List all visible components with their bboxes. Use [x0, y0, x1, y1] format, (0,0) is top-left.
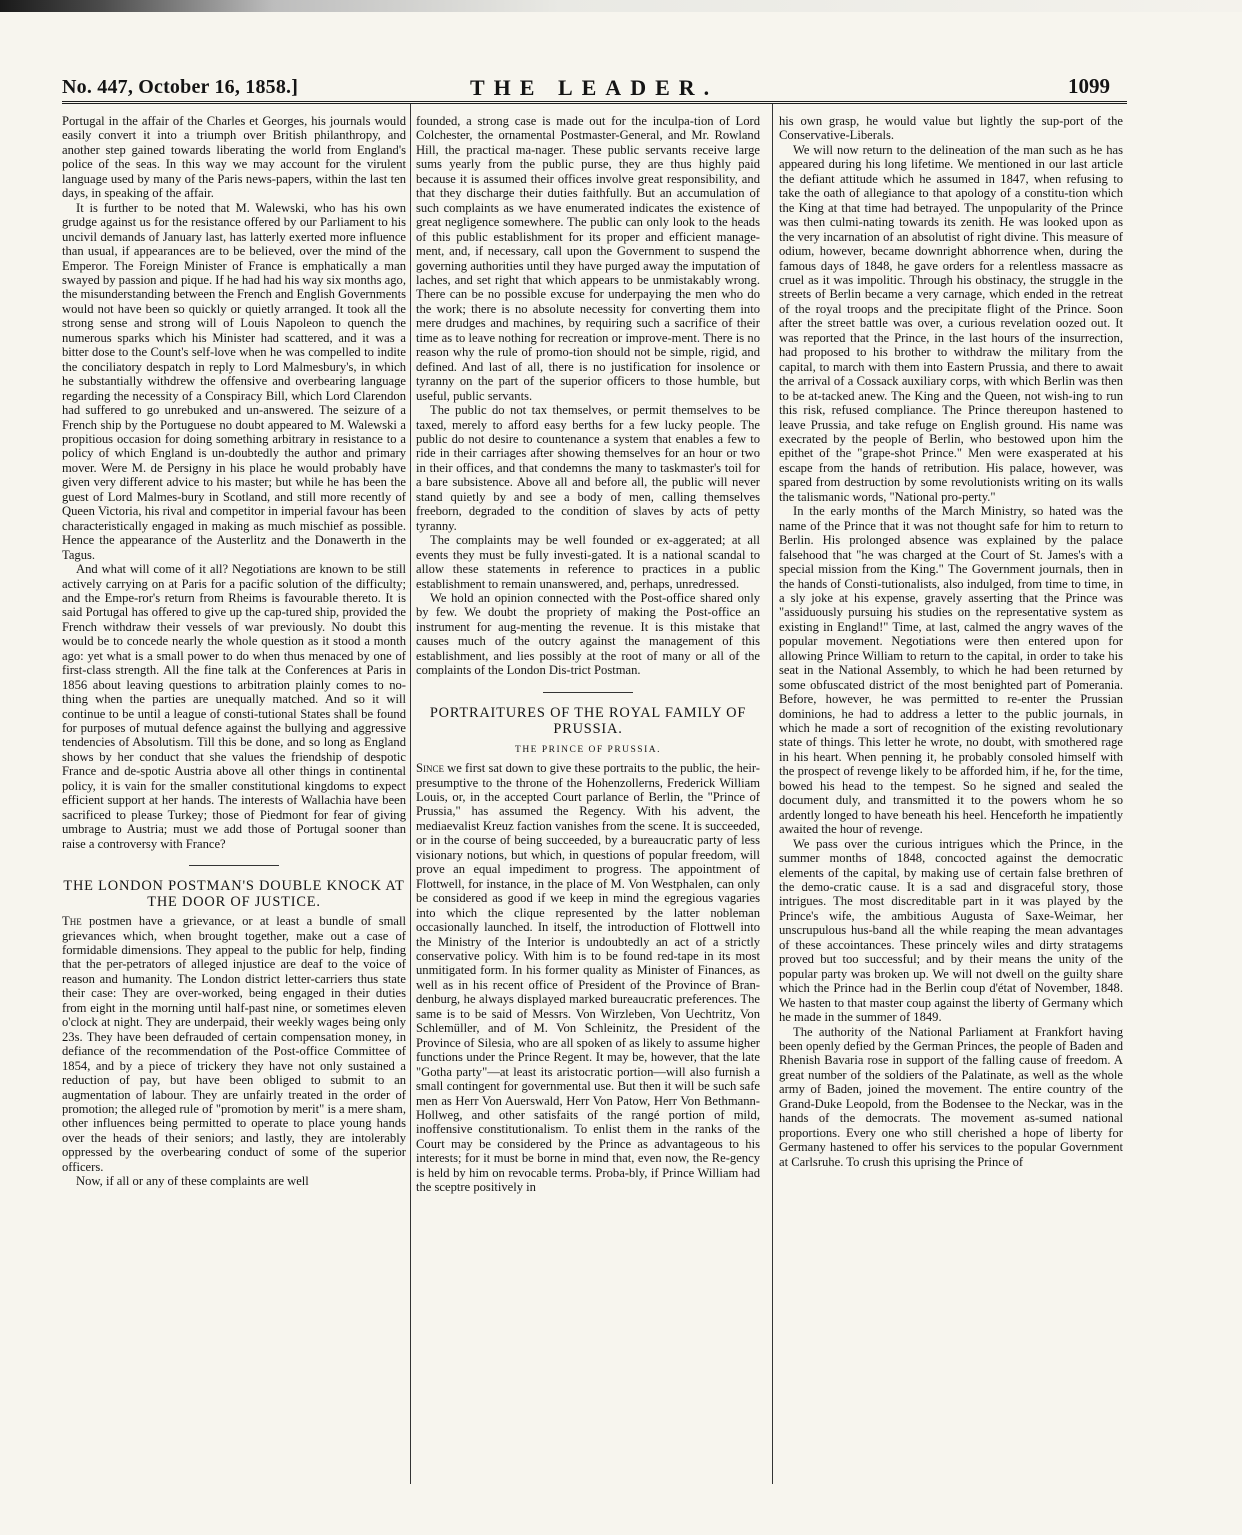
paragraph-text: we first sat down to give these portraits to the public, the heir-presumptive to the throne of the Hohenzollerns, Frederick William Louis, or, in the accepted Court parlance of Berlin, the "Prince of Prussia," has assumed the Regency. With his advent, the mediaevalist Kreuz faction vanishes from the scene. It is succeeded, or in the course of being succeeded, by a bureaucratic party of less visionary notions, but which, in questions of popular freedom, will prove an equal impediment to progress. The appointment of Flottwell, for instance, in the place of M. Von Westphalen, can only be considered as good if we keep in mind the egregious vagaries into which the clique represented by the latter nobleman occasionally launched. In itself, the introduction of Flottwell into the Ministry of the Interior is undoubtedly an act of a strictly conservative policy. With him is to be found red-tape in its most unmitigated form. In his former quality as Minister of Finances, as well as in his recent office of President of the Province of Bran-denburg, he always displayed marked bureaucratic preferences. The same is to be said of Messrs. Von Wirzleben, Von Uechtritz, Von Schlemüller, and of M. Von Schleinitz, the President of the Province of Silesia, who are all spoken of as likely to assume higher functions under the Prince Regent. It may be, however, that the late "Gotha party"—at least its aristocratic portion—will also furnish a small contingent for governmental use. But then it will be such safe men as Herr Von Auerswald, Herr Von Patow, Herr Von Bethmann-Hollweg, and other satisfaits of the rangé portion of mild, inoffensive constitutionalism. To enlist them in the ranks of the Court may be considered by the Prince as advantageous to his interests; for it must be borne in mind that, even now, the Re-gency is held by him on revocable terms. Proba-bly, if Prince William had the sceptre positively in [416, 761, 760, 1195]
paragraph: The authority of the National Parliament at Frankfort having been openly defied by the German Princes, the people of Baden and Rhenish Bavaria rose in support of the falling cause of freedom. A great number of the soldiers of the Palatinate, as well as the whole army of Baden, joined the movement. The entire country of the Grand-Duke Leopold, from the Bodensee to the Neckar, was in the hands of the democrats. The movement as-sumed national proportions. Every one who still cherished a hope of liberty for Germany hastened to offer his services to the popular Government at Carlsruhe. To crush this uprising the Prince of [779, 1024, 1123, 1169]
lead-word: The [62, 914, 82, 929]
column-3 [779, 114, 1123, 1169]
page-number: 1099 [1068, 74, 1110, 98]
paragraph: We pass over the curious intrigues which the Prince, in the summer months of 1848, concocted against the democratic elements of the capital, by making use of certain false brethren of the demo-cratic cause. It is a sad and disgraceful story, those intrigues. The most discreditable part in it was played by the Prince's wife, the ambitious Augusta of Saxe-Weimar, her unscrupulous hus-band all the while reaping the mean advantages of these accointances. These princely wiles and dirty stratagems proved but too successful; and by their means the unity of the popular party was broken up. We will not dwell on the guilty share which the Prince had in the Berlin coup d'état of November, 1848. We hasten to that master coup against the liberty of Germany which he made in the summer of 1849. [779, 836, 1123, 1025]
paragraph: It is further to be noted that M. Walewski, who has his own grudge against us for the resistance offered by our Parliament to his uncivil demands of January last, has latterly exerted more influence than usual, if appearances are to be believed, over the mind of the Emperor. The Foreign Minister of France is emphatically a man swayed by passion and pique. If he had had his way six months ago, the misunderstanding between the French and English Governments would not have been so quickly or quietly arranged. It took all the strong sense and strong will of Louis Napoleon to quench the numerous sparks which his Minister had scattered, and it was a bitter dose to the Count's self-love when he was compelled to indite the conciliatory despatch in reply to Lord Malmesbury's, in which he substantially withdrew the offensive and overbearing language regarding the necessity of a Conspiracy Bill, which Lord Clarendon had suffered to go unrebuked and un-answered. The seizure of a French ship by the Portuguese no doubt appeared to M. Walewski a propitious occasion for doing something arbitrary in resistance to a policy of which England is un-doubtedly the author and primary mover. Were M. de Persigny in his place he would probably have given very different advice to his master; but while he has been the guest of Lord Malmes-bury in Scotland, and still more recently of Queen Victoria, his rival and competitor in imperial favour has been characteristically engaged in making as much mischief as possible. Hence the appearance of the Austerlitz and the Donawerth in the Tagus. [62, 200, 406, 562]
paragraph: founded, a strong case is made out for the inculpa-tion of Lord Colchester, the ornamental Postmaster-General, and Mr. Rowland Hill, the practical ma-nager. These public servants receive large sums yearly from the public purse, they are thus highly paid because it is assumed their offices involve great responsibility, and that they discharge their duties faithfully. But an accumulation of such complaints as we have enumerated indicates the existence of great negligence somewhere. The public can only look to the heads of this public establishment for its proper and efficient manage-ment, and, if necessary, call upon the Government to suspend the governing authorities until they have purged away the imputation of laches, and set right that which appears to be unmistakably wrong. There can be no possible excuse for underpaying the men who do the work; there is no absolute necessity for converting them into mere drudges and machines, by requiring such a sacrifice of their time as to leave nothing for recreation or improve-ment. There is no reason why the rule of promo-tion should not be simple, rigid, and defined. And last of all, there is no justification for insolence or tyranny on the part of the superior officers to those humble, but useful, public servants. [416, 114, 760, 403]
column-rule [772, 104, 773, 1484]
article-subheading: THE PRINCE OF PRUSSIA. [515, 744, 661, 755]
paragraph: And what will come of it all? Negotiations are known to be still actively carrying on at Paris for a pacific solution of the difficulty; and the Empe-ror's return from Rheims is favourable thereto. It is said Portugal has offered to give up the cap-tured ship, provided the French withdraw their vessels of war previously. No doubt this would be to concede nearly the whole question as it stood a month ago: yet what is a small power to do when thus menaced by one of first-class strength. All the fine talk at the Conferences at Paris in 1856 about leaving questions to arbitration plainly comes to no-thing when the parties are unequally matched. And so it will continue to be until a league of consti-tutional States shall be found for purposes of mutual defence against the bullying and aggressive tendencies of Absolutism. Till this be done, and so long as England shows by her conduct that she values the friendship of despotic France and de-spotic Austria above all other things in continental policy, it is vain for the smaller constitutional kingdoms to expect efficient support at her hands. The interests of Wallachia have been sacrificed to please Turkey; those of Piedmont for fear of giving umbrage to Austria; must we add those of Portugal sooner than raise a controversy with France? [62, 562, 406, 851]
paragraph: The complaints may be well founded or ex-aggerated; at all events they must be fully investi-gated. It is a national scandal to allow these statements in reference to practices in a public establishment to remain unanswered, and, perhaps, unredressed. [416, 533, 760, 591]
section-separator [189, 865, 279, 866]
paragraph-text: postmen have a grievance, or at least a bundle of small grievances which, when brought together, make out a case of formidable dimensions. They appeal to the public for help, finding that the per-petrators of alleged injustice are deaf to the voice of reason and humanity. The London district letter-carriers thus state their case: They are over-worked, being engaged in their duties from eight in the morning until half-past nine, or sometimes eleven o'clock at night. They are underpaid, their weekly wages being only 23s. They have been defrauded of certain compensation money, in defiance of the recommendation of the Post-office Committee of 1854, and by a piece of trickery they have not only sustained a reduction of pay, but have been obliged to submit to an augmentation of labour. They are unfairly treated in the order of promotion; the alleged rule of "promotion by merit" is a mere sham, other influences being permitted to operate to place young hands over the heads of their seniors; and lastly, they are intolerably oppressed by the overbearing conduct of some of the superior officers. [62, 914, 406, 1174]
paragraph: Now, if all or any of these complaints are well [76, 1174, 309, 1189]
article-heading-postman: THE LONDON POSTMAN'S DOUBLE KNOCK AT THE DOOR OF JUSTICE. [63, 878, 405, 911]
paragraph: Portugal in the affair of the Charles et Georges, his journals would easily convert it into a triumph over British philanthropy, and another step gained towards liberating the world from England's police of the seas. In this way we may account for the virulent language used by many of the Paris news-papers, within the last ten days, in speaking of the affair. [62, 114, 406, 201]
column-2 [416, 114, 760, 1195]
paragraph: We will now return to the delineation of the man such as he has appeared during his long lifetime. We mentioned in our last article the defiant attitude which he assumed in 1847, when refusing to take the oath of allegiance to that apology of a constitu-tion which the King at that time had betrayed. The unpopularity of the Prince was then culmi-nating towards its zenith. He was looked upon as the very incarnation of an absolutist of right divine. This measure of odium, however, became downright abhorrence when, during the famous days of 1848, he gave orders for a relentless massacre as cruel as it was impolitic. Through his obstinacy, the struggle in the streets of Berlin became a very carnage, which ended in the retreat of the royal troops and the precipitate flight of the Prince. Soon after the street battle was over, a curious revelation oozed out. It was reported that the Prince, in the last hours of the insurrection, had proposed to his brother to withdraw the military from the capital, to march with them into Eastern Prussia, and there to await the arrival of a Cossack auxiliary corps, with which Berlin was then to be at-tacked anew. The King and the Queen, not wish-ing to run this risk, refused compliance. The Prince thereupon hastened to leave Prussia, and take refuge on English ground. His name was execrated by the people of Berlin, who bestowed upon him the epithet of the "grape-shot Prince." Men were exasperated at his escape from the hands of retribution. His palace, however, was spared from destruction by some revolutionists writing on its walls the talismanic words, "National pro-perty." [779, 142, 1123, 504]
column-rule [410, 104, 411, 1484]
paragraph: We hold an opinion connected with the Post-office shared only by few. We doubt the propriety of making the Post-office an instrument for aug-menting the revenue. It is this mistake that causes much of the outcry against the management of this establishment, and lies possibly at the root of many or all of the complaints of the London Dis-trict Postman. [416, 590, 760, 678]
paragraph: The public do not tax themselves, or permit themselves to be taxed, merely to afford easy berths for a few lucky people. The public do not desire to countenance a system that enables a few to ride in their carriages after showing themselves for an hour or two in their offices, and that condemns the many to taskmaster's toil for a bare subsistence. Above all and before all, the public will never stand quietly by and see a body of men, calling themselves freeborn, degraded to the condition of slaves by acts of petty tyranny. [416, 403, 760, 533]
paragraph: his own grasp, he would value but lightly the sup-port of the Conservative-Liberals. [779, 114, 1123, 143]
article-heading-prussia: PORTRAITURES OF THE ROYAL FAMILY OF PRUSSIA. [429, 704, 747, 737]
lead-word: Since [416, 761, 445, 776]
page-header [62, 76, 1162, 104]
publication-title: THE LEADER. [470, 75, 719, 100]
paragraph [416, 761, 760, 1195]
paragraph: In the early months of the March Ministry, so hated was the name of the Prince that it was not thought safe for him to return to Berlin. His prolonged absence was explained by the palace falsehood that "he was charged at the Court of St. James's with a special mission from the King." The Government journals, then in the hands of Consti-tutionalists, also indulged, from time to time, in a sly joke at his expense, gravely asserting that the Prince was "assiduously pursuing his studies on the representative system as existing in England!" Time, at last, calmed the angry waves of the popular movement. Negotiations were then entered upon for allowing Prince William to return to the capital, in order to take his seat in the National Assembly, to which he had been returned by some obfuscated district of the most benighted part of Pomerania. Before, however, he was permitted to re-enter the Prussian dominions, he had to address a letter to the public journals, in which he made a sort of recognition of the existing revolutionary state of things. This letter he wrote, no doubt, with smothered rage in his heart. When penning it, he probably consoled himself with the prospect of revenge likely to be afforded him, if he, for the time, bowed his head to the tempest. So he signed and sealed the document duly, and transmitted it to the powers whom he so ardently longed to have beneath his heel. Henceforth he impatiently awaited the hour of revenge. [779, 504, 1123, 837]
top-edge-band [0, 0, 1242, 12]
issue-number: No. 447, October 16, 1858.] [62, 76, 299, 98]
paragraph [62, 914, 406, 1174]
header-rule [62, 101, 1127, 104]
section-separator [543, 692, 633, 693]
column-1 [62, 114, 406, 1189]
